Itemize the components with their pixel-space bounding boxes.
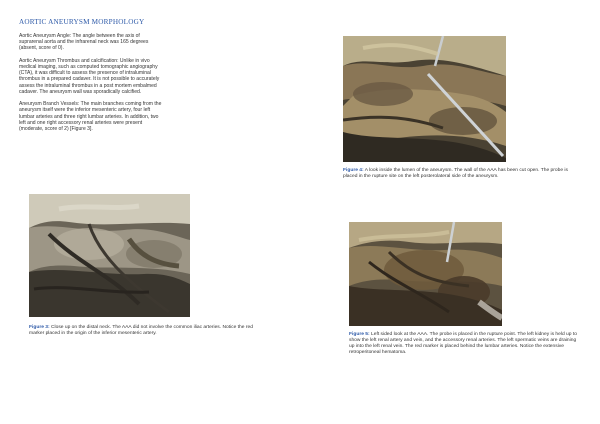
figure-3-caption <box>29 325 254 337</box>
paragraph-aneurysm-angle: Aortic Aneurysm Angle: The angle between the axis of suprarenal aorta and the infrarenal neck was 165 degrees (absent, score of 0). <box>19 33 149 52</box>
figure-3-label: Figure 3: <box>29 325 50 330</box>
section-heading: AORTIC ANEURYSM MORPHOLOGY <box>19 18 145 26</box>
figure-4-photo <box>343 36 506 162</box>
figure-3-photo <box>29 194 190 317</box>
body-text <box>19 33 162 138</box>
figure-4-caption <box>343 168 578 180</box>
figure-5-photo <box>349 222 502 326</box>
figure-5-label: Figure 5: <box>349 332 370 337</box>
figure-3-text: Close up on the distal neck. The AAA did not involve the common iliac arteries. Notice the red marker placed in the origin of the inferior mesenteric artery. <box>29 325 253 337</box>
figure-4-label: Figure 4: <box>343 168 364 173</box>
paragraph-branch-vessels: Aneurysm Branch Vessels: The main branches coming from the aneurysm itself were the inferior mesenteric artery, four left lumbar arteries and three right lumbar arteries. In addition, two left and one right accessory renal arteries were present (moderate, score of 2) [Figure 3]. <box>19 101 162 133</box>
figure-5-caption <box>349 332 579 356</box>
paragraph-thrombus-calcification: Aortic Aneurysm Thrombus and calcification: Unlike in vivo medical imaging, such as computed tomographic angiography (CTA), it was difficult to assess the presence of intraluminal thrombus in a prepared cadaver. It is not possible to accurately assess the intraluminal thrombus in a post mortem embalmed cadaver. The aneurysm wall was sporadically calcified. <box>19 57 160 95</box>
figure-4-text: A look inside the lumen of the aneurysm. The wall of the AAA has been cut open. The probe is placed in the rupture site on the left posterolateral side of the aneurysm. <box>343 168 568 180</box>
figure-5-text: Left sided look at the AAA. The probe is placed in the rupture point. The left kidney is held up to show the left renal artery and vein, and the accessory renal arteries. The left spermatic veins are draining up into the left renal vein. The red marker is placed behind the lumbar arteries. Notice the extensive retroperitoneal hematoma. <box>349 332 577 356</box>
